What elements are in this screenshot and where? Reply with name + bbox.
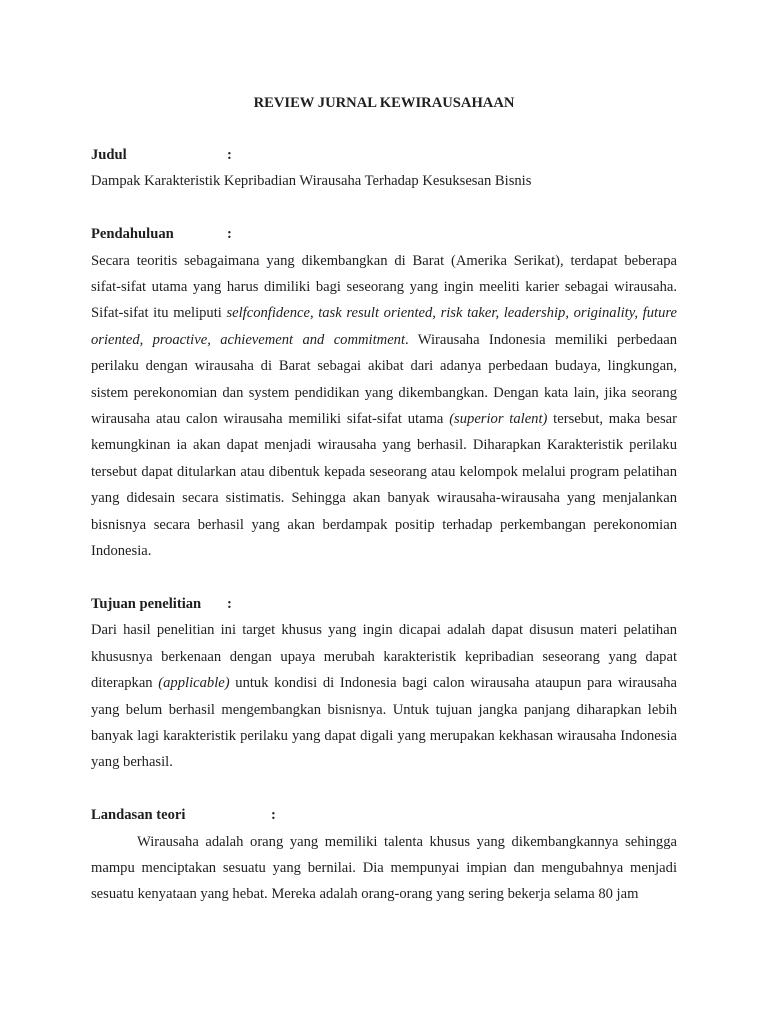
text-run: Secara teoritis sebagaimana yang dikembangkan di Barat (Amerika Serikat), terdapat beberapa sifat-sifat utama yang harus dimiliki bagi seseorang yang ingin meeliti karier sebagai wirausaha. Sifat-sifat itu meliputi bbox=[91, 252, 677, 322]
heading-label: Tujuan penelitian bbox=[91, 595, 202, 612]
judul-text: Dampak Karakteristik Kepribadian Wirausaha Terhadap Kesuksesan Bisnis bbox=[91, 173, 532, 190]
heading-label: Judul bbox=[91, 147, 127, 163]
italic-run: (applicable) bbox=[158, 675, 230, 692]
italic-run: selfconfidence, task result oriented, risk taker, leadership, originality, future oriented, proactive, achievement and commitment bbox=[91, 305, 677, 348]
spacer bbox=[91, 195, 677, 221]
section-heading-pendahuluan bbox=[91, 221, 677, 247]
spacer bbox=[91, 776, 677, 802]
text-run: untuk kondisi di Indonesia bagi calon wirausaha ataupun para wirausaha yang belum berhasil mengembangkan bisnisnya. Untuk tujuan jangka panjang diharapkan lebih banyak lagi karakteristik perilaku yang dapat digali yang merupakan kekhasan wirausaha Indonesia yang berhasil. bbox=[91, 675, 677, 771]
text-run: tersebut, maka besar kemungkinan ia akan dapat menjadi wirausaha yang berhasil. Diharapkan Karakteristik perilaku tersebut dapat ditularkan atau dibentuk kepada seseorang atau kelompok melalui program pelatihan yang didesain secara sistimatis. Sehingga akan banyak wirausaha-wirausaha yang menjalankan bisnisnya secara berhasil yang akan berdampak positip terhadap perkembangan perekonomian Indonesia. bbox=[91, 411, 677, 560]
section-heading-tujuan bbox=[91, 591, 677, 617]
heading-colon: : bbox=[227, 595, 232, 612]
spacer bbox=[91, 564, 677, 590]
pendahuluan-paragraph bbox=[91, 248, 677, 565]
document-title: REVIEW JURNAL KEWIRAUSAHAAN bbox=[253, 95, 515, 111]
heading-colon: : bbox=[271, 807, 276, 824]
italic-run: (superior talent) bbox=[449, 411, 548, 428]
landasan-paragraph: Wirausaha adalah orang yang memiliki talenta khusus yang dikembangkannya sehingga mampu menciptakan sesuatu yang bernilai. Dia mempunyai impian dan mengubahnya menjadi sesuatu kenyataan yang hebat. Mereka adalah orang-orang yang sering bekerja selama 80 jam bbox=[91, 833, 677, 903]
section-heading-landasan bbox=[91, 802, 677, 828]
text-run: Dari hasil penelitian ini target khusus yang ingin dicapai adalah dapat disusun materi pelatihan khususnya berkenaan dengan upaya merubah karakteristik kepribadian seseorang yang dapat diterapkan bbox=[91, 622, 677, 692]
heading-colon: : bbox=[227, 147, 232, 163]
text-run: . Wirausaha Indonesia memiliki perbedaan perilaku dengan wirausaha di Barat sebagai akibat dari adanya perbedaan budaya, lingkungan, sistem perekonomian dan system pendidikan yang dikembangkan. Dengan kata lain, jika seorang wirausaha atau calon wirausaha memiliki sifat-sifat utama bbox=[91, 331, 677, 428]
heading-label: Landasan teori bbox=[91, 807, 186, 824]
section-heading-judul bbox=[91, 142, 677, 168]
heading-colon: : bbox=[227, 226, 232, 243]
heading-label: Pendahuluan bbox=[91, 226, 174, 243]
tujuan-paragraph bbox=[91, 617, 677, 775]
